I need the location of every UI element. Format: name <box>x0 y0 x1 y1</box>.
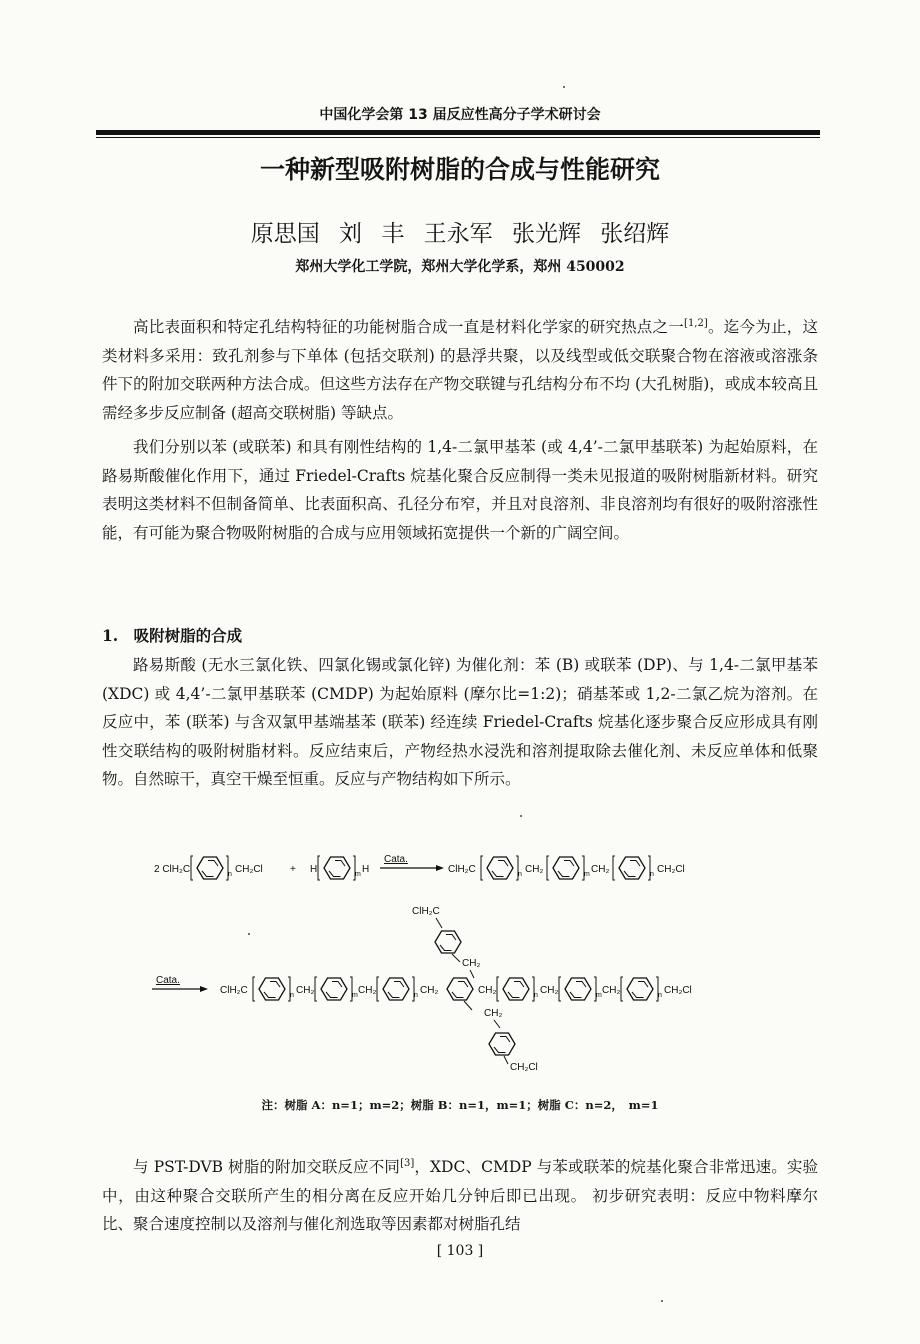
scheme-label: CH₂ <box>420 985 439 996</box>
paper-title: 一种新型吸附树脂的合成与性能研究 <box>259 155 660 184</box>
scheme-label: CH₂ <box>484 1008 503 1019</box>
scheme-subscript: m <box>352 992 358 999</box>
author-list <box>0 215 920 248</box>
benzene-ring-icon <box>253 977 290 1001</box>
closing-paragraph: 与 PST-DVB 树脂的附加交联反应不同[3]，XDC、CMDP 与苯或联苯的烷基化聚合非常迅速。实验中，由这种聚合交联所产生的相分离在反应开始几分钟后即已出现。 初步研究表明：反应中物料摩尔比、聚合速度控制以及溶剂与催化剂选取等因素都对树脂孔结 <box>102 1158 818 1234</box>
scan-speck <box>520 815 522 817</box>
reaction-row-1 <box>154 854 685 880</box>
header-rule-thin <box>96 137 820 138</box>
scheme-subscript: n <box>414 992 418 999</box>
reaction-row-2 <box>152 975 692 1001</box>
scheme-catalyst: Cata. <box>156 975 180 986</box>
page-number: [ 103 ] <box>436 1243 484 1259</box>
scheme-branch-lower <box>464 1001 538 1073</box>
scheme-subscript: n <box>518 871 522 878</box>
scheme-label: H <box>310 864 318 875</box>
scheme-label: CH₂Cl <box>235 864 263 875</box>
scheme-label: CH₂ <box>296 985 315 996</box>
benzene-ring-icon <box>497 977 534 1001</box>
scheme-label: CH₂ <box>478 985 497 996</box>
scheme-note: 注：树脂 A：n=1；m=2；树脂 B：n=1，m=1；树脂 C：n=2， m=1 <box>261 1098 659 1112</box>
scan-speck <box>248 933 250 935</box>
reaction-scheme <box>140 838 780 1090</box>
scheme-label: CH₂Cl <box>510 1062 538 1073</box>
scheme-subscript: n <box>534 992 538 999</box>
author: 原思国 <box>250 221 320 247</box>
benzene-ring-icon <box>559 977 596 1001</box>
scheme-label: H <box>362 864 370 875</box>
benzene-ring-icon <box>315 977 352 1001</box>
scheme-label: CH₂Cl <box>657 864 685 875</box>
section-heading: 1. 吸附树脂的合成 <box>102 626 243 645</box>
scheme-label: CH₂ <box>525 864 544 875</box>
scheme-subscript: m <box>584 871 590 878</box>
scheme-subscript: n <box>650 871 654 878</box>
benzene-ring-icon <box>318 856 355 880</box>
citation: [1,2] <box>684 318 708 329</box>
benzene-ring-icon <box>377 977 414 1001</box>
benzene-ring-icon <box>435 931 461 953</box>
scheme-label: CH₂ <box>602 985 621 996</box>
intro-paragraph-1: 高比表面积和特定孔结构特征的功能树脂合成一直是材料化学家的研究热点之一[1,2]。迄今为止，这类材料多采用：致孔剂参与下单体 (包括交联剂) 的悬浮共聚，以及线型或低交联聚合物在溶液或溶涨条件下的附加交联两种方法合成。但这些方法存在产物交联键与孔结构分布不均 (大孔树脂)，或成本较高且需经多步反应制备 (超高交联树脂) 等缺点。 <box>102 318 818 422</box>
scan-speck <box>563 86 565 88</box>
intro-paragraph-2: 我们分别以苯 (或联苯) 和具有刚性结构的 1,4-二氯甲基苯 (或 4,4’-二氯甲基联苯) 为起始原料，在路易斯酸催化作用下，通过 Friedel-Crafts 烷基化聚合反应制得一类未见报道的吸附树脂新材料。研究表明这类材料不但制备简单、比表面积高、孔径分布窄，并且对良溶剂、非良溶剂均有很好的吸附溶涨性能，有可能为聚合物吸附树脂的合成与应用领域拓宽提供一个新的广阔空间。 <box>102 438 818 542</box>
scheme-catalyst: Cata. <box>384 854 408 865</box>
scheme-label: CH₂ <box>540 985 559 996</box>
scheme-label: ClH₂C <box>448 864 476 875</box>
author: 张光辉 <box>511 221 581 247</box>
scheme-branch-upper <box>412 906 480 978</box>
scheme-label: ClH₂C <box>220 985 248 996</box>
scheme-plus: + <box>290 864 296 875</box>
author: 刘 丰 <box>339 221 405 247</box>
scheme-label: 2 ClH₂C <box>154 864 191 875</box>
scheme-subscript: m <box>355 871 361 878</box>
scheme-subscript: n <box>290 992 294 999</box>
scheme-label: CH₂ <box>462 958 481 969</box>
citation: [3] <box>400 1158 415 1169</box>
affiliation: 郑州大学化工学院，郑州大学化学系，郑州 450002 <box>295 259 625 275</box>
conference-header: 中国化学会第 13 届反应性高分子学术研讨会 <box>319 107 601 123</box>
author: 王永军 <box>423 221 493 247</box>
benzene-ring-icon <box>481 856 518 880</box>
scheme-label: CH₂ <box>358 985 377 996</box>
scheme-label: CH₂ <box>591 864 610 875</box>
benzene-ring-icon <box>547 856 584 880</box>
benzene-ring-icon <box>447 978 473 1000</box>
scheme-subscript: m <box>596 992 602 999</box>
header-rule <box>96 130 820 135</box>
benzene-ring-icon <box>489 1033 515 1055</box>
scheme-label: ClH₂C <box>412 906 440 917</box>
scheme-label: CH₂Cl <box>664 985 692 996</box>
benzene-ring-icon <box>621 977 658 1001</box>
benzene-ring-icon <box>191 856 228 880</box>
section-body: 路易斯酸 (无水三氯化铁、四氯化锡或氯化锌) 为催化剂：苯 (B) 或联苯 (DP)、与 1,4-二氯甲基苯 (XDC) 或 4,4’-二氯甲基联苯 (CMDP) 为起始原料 (摩尔比=1:2)；硝基苯或 1,2-二氯乙烷为溶剂。在反应中，苯 (联苯) 与含双氯甲基端基苯 (联苯) 经连续 Friedel-Crafts 烷基化逐步聚合反应形成具有刚性交联结构的吸附树脂材料。反应结束后，产物经热水浸洗和溶剂提取除去催化剂、未反应单体和低聚物。自然晾干，真空干燥至恒重。反应与产物结构如下所示。 <box>102 656 818 789</box>
scan-speck <box>661 1300 663 1302</box>
scheme-subscript: n <box>228 871 232 878</box>
scheme-subscript: n <box>658 992 662 999</box>
author: 张绍辉 <box>600 221 670 247</box>
benzene-ring-icon <box>613 856 650 880</box>
